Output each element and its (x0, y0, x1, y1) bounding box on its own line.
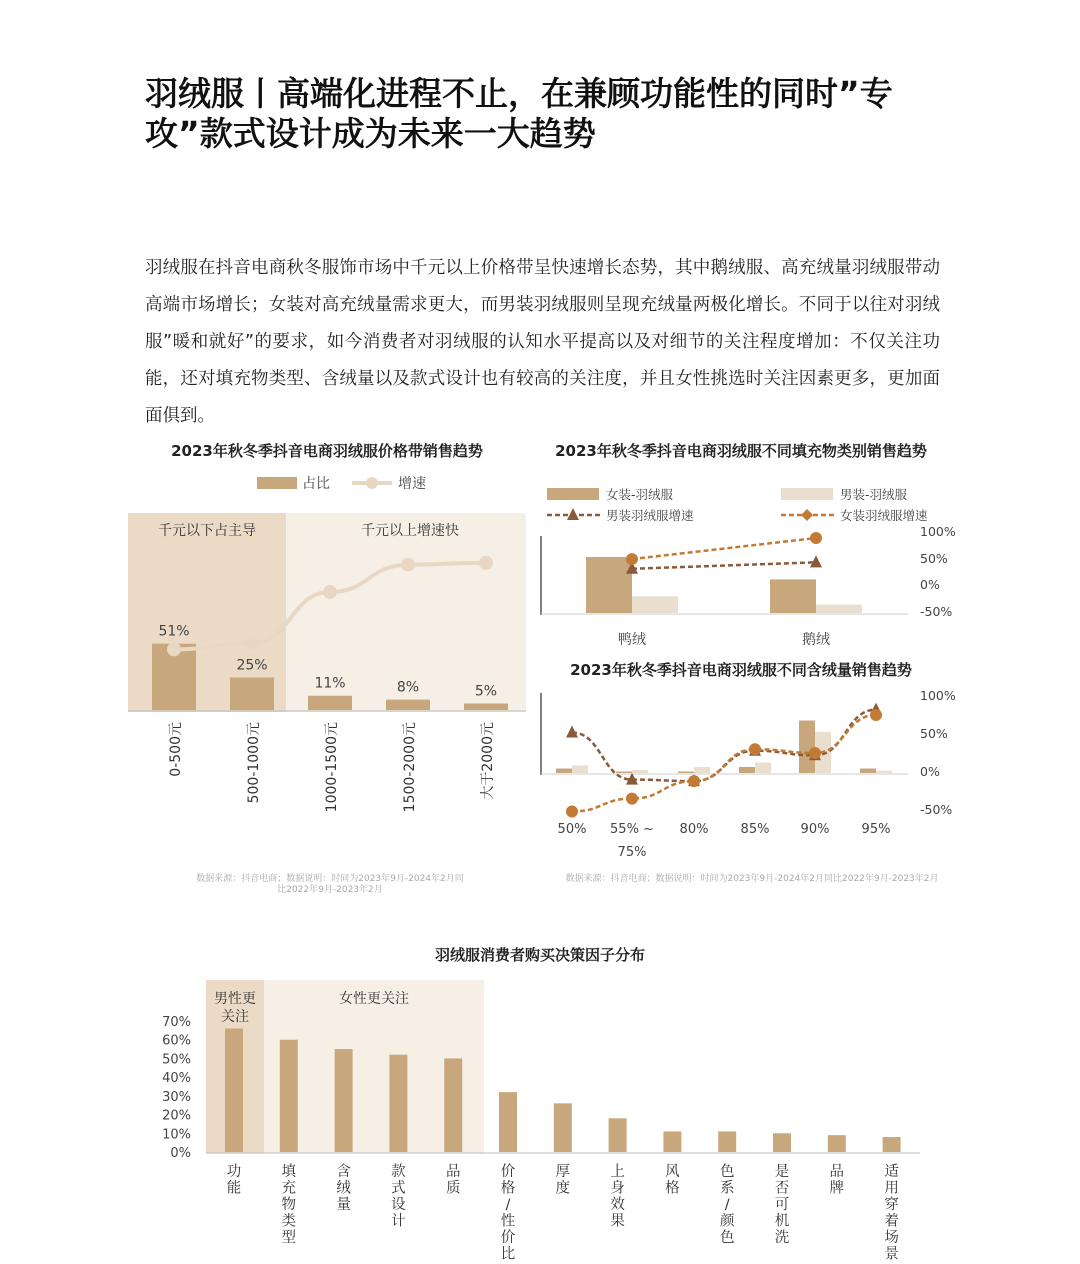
price-bar-label: 8% (396, 679, 420, 696)
factors-x-tick: 量 (336, 1197, 351, 1213)
down-women-bar (739, 767, 755, 773)
legend-women-bar-label: 女装-羽绒服 (606, 487, 674, 502)
factors-y-tick: 60% (162, 1033, 191, 1049)
factors-y-tick: 0% (170, 1146, 191, 1161)
factors-x-tick: 设 (391, 1197, 406, 1213)
factors-y-tick: 30% (162, 1089, 191, 1105)
region-label-right: 千元以上增速快 (361, 523, 459, 539)
price-growth-point (479, 556, 493, 570)
down-right-tick: -50% (920, 802, 953, 817)
down-men-bar (755, 763, 771, 774)
down-x-tick: 55% ~ (610, 822, 654, 837)
filler-men-bar (816, 605, 862, 613)
down-women-growth-point (566, 806, 578, 818)
down-women-growth-point (688, 775, 700, 787)
down-women-bar (860, 769, 876, 774)
down-women-growth-point (749, 743, 761, 755)
factors-bar (609, 1118, 627, 1152)
down-x-tick: 80% (679, 822, 709, 837)
factors-x-tick: / (724, 1197, 730, 1213)
legend-share-swatch (257, 477, 297, 489)
factors-x-tick: 品 (445, 1164, 461, 1180)
price-growth-point (323, 585, 337, 599)
factors-x-tick: 格 (665, 1180, 680, 1197)
factors-bar (335, 1049, 353, 1152)
price-chart-title: 2023年秋冬季抖音电商羽绒服价格带销售趋势 (171, 442, 483, 460)
factors-region-women-label: 女性更关注 (339, 991, 409, 1007)
filler-right-tick: 100% (920, 524, 956, 539)
legend-growth-marker (366, 477, 378, 489)
factors-x-tick: 效 (610, 1197, 625, 1213)
down-women-bar (678, 772, 694, 774)
factors-x-tick: 场 (884, 1230, 899, 1246)
down-x-tick: 95% (861, 822, 891, 837)
factors-x-tick: 厚 (555, 1164, 571, 1180)
factors-y-tick: 10% (162, 1127, 191, 1143)
factors-x-tick: 能 (226, 1180, 242, 1197)
factors-bar (828, 1135, 846, 1152)
factors-x-tick: 用 (884, 1180, 899, 1197)
down-men-bar (632, 770, 648, 773)
factors-x-tick: 计 (391, 1213, 406, 1230)
price-x-tick: 1500-2000元 (402, 722, 418, 813)
factors-x-tick: 质 (445, 1180, 461, 1197)
legend-men-bar-label: 男装-羽绒服 (840, 487, 908, 502)
price-x-tick: 大于2000元 (480, 722, 496, 800)
down-women-bar (616, 772, 632, 774)
factors-x-tick: 物 (281, 1197, 297, 1213)
price-x-tick: 1000-1500元 (324, 722, 340, 813)
factors-x-tick: 适 (884, 1164, 899, 1180)
factors-bar (280, 1040, 298, 1152)
down-chart-title: 2023年秋冬季抖音电商羽绒服不同含绒量销售趋势 (570, 661, 912, 679)
price-bar (230, 678, 274, 711)
factors-x-tick: 景 (884, 1246, 899, 1263)
factors-x-tick: 性 (500, 1213, 516, 1230)
price-bar-label: 5% (474, 683, 498, 700)
region-label-left: 千元以下占主导 (158, 523, 256, 539)
factors-x-tick: 色 (719, 1164, 735, 1180)
factors-bar (225, 1028, 243, 1152)
factors-x-tick: 含 (336, 1164, 351, 1180)
down-men-growth-point (566, 725, 578, 737)
factors-y-tick: 50% (162, 1052, 191, 1068)
factors-y-tick: 40% (162, 1071, 191, 1087)
legend-men-growth-label: 男装羽绒服增速 (606, 508, 694, 523)
factors-x-tick: / (505, 1197, 511, 1213)
legend-men-growth-marker (567, 508, 579, 520)
factors-x-tick: 可 (774, 1197, 790, 1213)
price-bar-label: 11% (314, 675, 346, 692)
factors-x-tick: 充 (281, 1180, 297, 1197)
filler-women-bar (770, 579, 816, 613)
intro-paragraph: 羽绒服在抖音电商秋冬服饰市场中千元以上价格带呈快速增长态势，其中鹅绒服、高充绒量羽绒服带动高端市场增长；女装对高充绒量需求更大，而男装羽绒服则呈现充绒量两极化增长。不同于以往对羽绒服”暖和就好”的要求，如今消费者对羽绒服的认知水平提高以及对细节的关注程度增加：不仅关注功能，还对填充物类型、含绒量以及款式设计也有较高的关注度，并且女性挑选时关注因素更多，更加面面俱到。 (145, 258, 940, 426)
down-right-tick: 100% (920, 688, 956, 703)
filler-women-bar (586, 557, 632, 613)
factors-x-tick: 价 (500, 1164, 516, 1180)
filler-men-growth-line (632, 562, 816, 568)
price-growth-point (245, 636, 259, 650)
factors-x-tick: 品 (829, 1164, 845, 1180)
filler-right-tick: 0% (920, 577, 940, 592)
filler-right-tick: -50% (920, 604, 953, 619)
factors-x-tick: 色 (719, 1230, 735, 1246)
factors-x-tick: 类 (281, 1213, 297, 1230)
factors-x-tick: 颜 (719, 1213, 735, 1230)
factors-x-tick: 身 (610, 1180, 625, 1197)
down-right-tick: 0% (920, 764, 940, 779)
factors-y-tick: 70% (162, 1015, 191, 1030)
filler-x-tick: 鹅绒 (802, 632, 830, 648)
factors-x-tick: 否 (774, 1180, 790, 1197)
legend-women-growth-marker (801, 509, 813, 521)
factors-x-tick: 比 (500, 1246, 516, 1263)
down-right-tick: 50% (920, 726, 948, 741)
factors-bar (554, 1103, 572, 1152)
factors-x-tick: 牌 (829, 1180, 845, 1197)
down-men-bar (876, 771, 892, 773)
factors-x-tick: 是 (774, 1164, 790, 1180)
price-bar-label: 25% (236, 657, 268, 674)
price-bar (464, 704, 508, 711)
price-source-note: 比2022年9月-2023年2月 (277, 885, 383, 895)
factors-x-tick: 格 (500, 1180, 516, 1197)
price-growth-point (401, 558, 415, 572)
factors-x-tick: 型 (281, 1230, 297, 1246)
filler-chart-title: 2023年秋冬季抖音电商羽绒服不同填充物类别销售趋势 (555, 442, 927, 460)
factors-x-tick: 着 (884, 1213, 899, 1230)
factors-x-tick: 系 (719, 1180, 735, 1197)
price-x-tick: 0-500元 (168, 722, 184, 777)
down-x-tick: 50% (557, 822, 587, 837)
filler-right-tick: 50% (920, 551, 948, 566)
down-source-note: 数据来源：抖音电商；数据说明：时间为2023年9月-2024年2月同比2022年9月-2023年2月 (565, 874, 939, 884)
price-bar-label: 51% (158, 623, 190, 640)
factors-x-tick: 洗 (774, 1230, 790, 1246)
price-bar (308, 696, 352, 710)
factors-chart-title: 羽绒服消费者购买决策因子分布 (434, 946, 646, 964)
filler-men-bar (632, 596, 678, 613)
factors-x-tick: 填 (281, 1164, 297, 1180)
down-women-growth-point (626, 793, 638, 805)
factors-x-tick: 款 (391, 1164, 406, 1180)
factors-x-tick: 果 (610, 1213, 625, 1230)
factors-x-tick: 式 (391, 1180, 406, 1197)
factors-x-tick: 价 (500, 1230, 516, 1246)
price-bar (386, 700, 430, 710)
down-x-tick: 85% (740, 822, 770, 837)
factors-y-tick: 20% (162, 1108, 191, 1124)
factors-bar (444, 1058, 462, 1152)
down-women-growth-point (809, 747, 821, 759)
legend-men-bar-swatch (781, 488, 833, 500)
factors-x-tick: 穿 (884, 1197, 899, 1213)
factors-bar (389, 1055, 407, 1152)
legend-women-bar-swatch (547, 488, 599, 500)
factors-region-men-label: 男性更 (214, 991, 256, 1007)
factors-x-tick: 上 (610, 1164, 625, 1180)
factors-region-men-label: 关注 (221, 1009, 249, 1025)
down-women-bar (556, 769, 572, 774)
page-title: 羽绒服丨高端化进程不止，在兼顾功能性的同时”专攻”款式设计成为未来一大趋势 (145, 74, 893, 153)
price-growth-point (167, 642, 181, 656)
legend-women-growth-label: 女装羽绒服增速 (840, 508, 928, 523)
factors-bar (663, 1131, 681, 1152)
filler-women-growth-point (810, 532, 822, 544)
price-x-tick: 500-1000元 (246, 722, 262, 804)
filler-x-tick: 鸭绒 (618, 632, 646, 648)
down-women-growth-point (870, 709, 882, 721)
factors-x-tick: 机 (774, 1213, 790, 1230)
factors-x-tick: 风 (665, 1164, 680, 1180)
factors-bar (883, 1137, 901, 1152)
factors-x-tick: 绒 (336, 1180, 351, 1197)
down-women-bar (799, 721, 815, 774)
factors-x-tick: 度 (555, 1180, 571, 1197)
legend-growth-label: 增速 (398, 476, 426, 492)
down-men-bar (694, 767, 710, 773)
down-x-tick: 75% (617, 845, 647, 860)
filler-women-growth-point (626, 553, 638, 565)
factors-bar (773, 1133, 791, 1152)
price-source-note: 数据来源：抖音电商；数据说明：时间为2023年9月-2024年2月同 (196, 874, 464, 884)
factors-bar (718, 1131, 736, 1152)
down-x-tick: 90% (800, 822, 830, 837)
factors-x-tick: 功 (226, 1164, 242, 1180)
legend-share-label: 占比 (302, 476, 330, 492)
factors-bar (499, 1092, 517, 1152)
filler-women-growth-line (632, 538, 816, 559)
down-men-bar (572, 766, 588, 774)
